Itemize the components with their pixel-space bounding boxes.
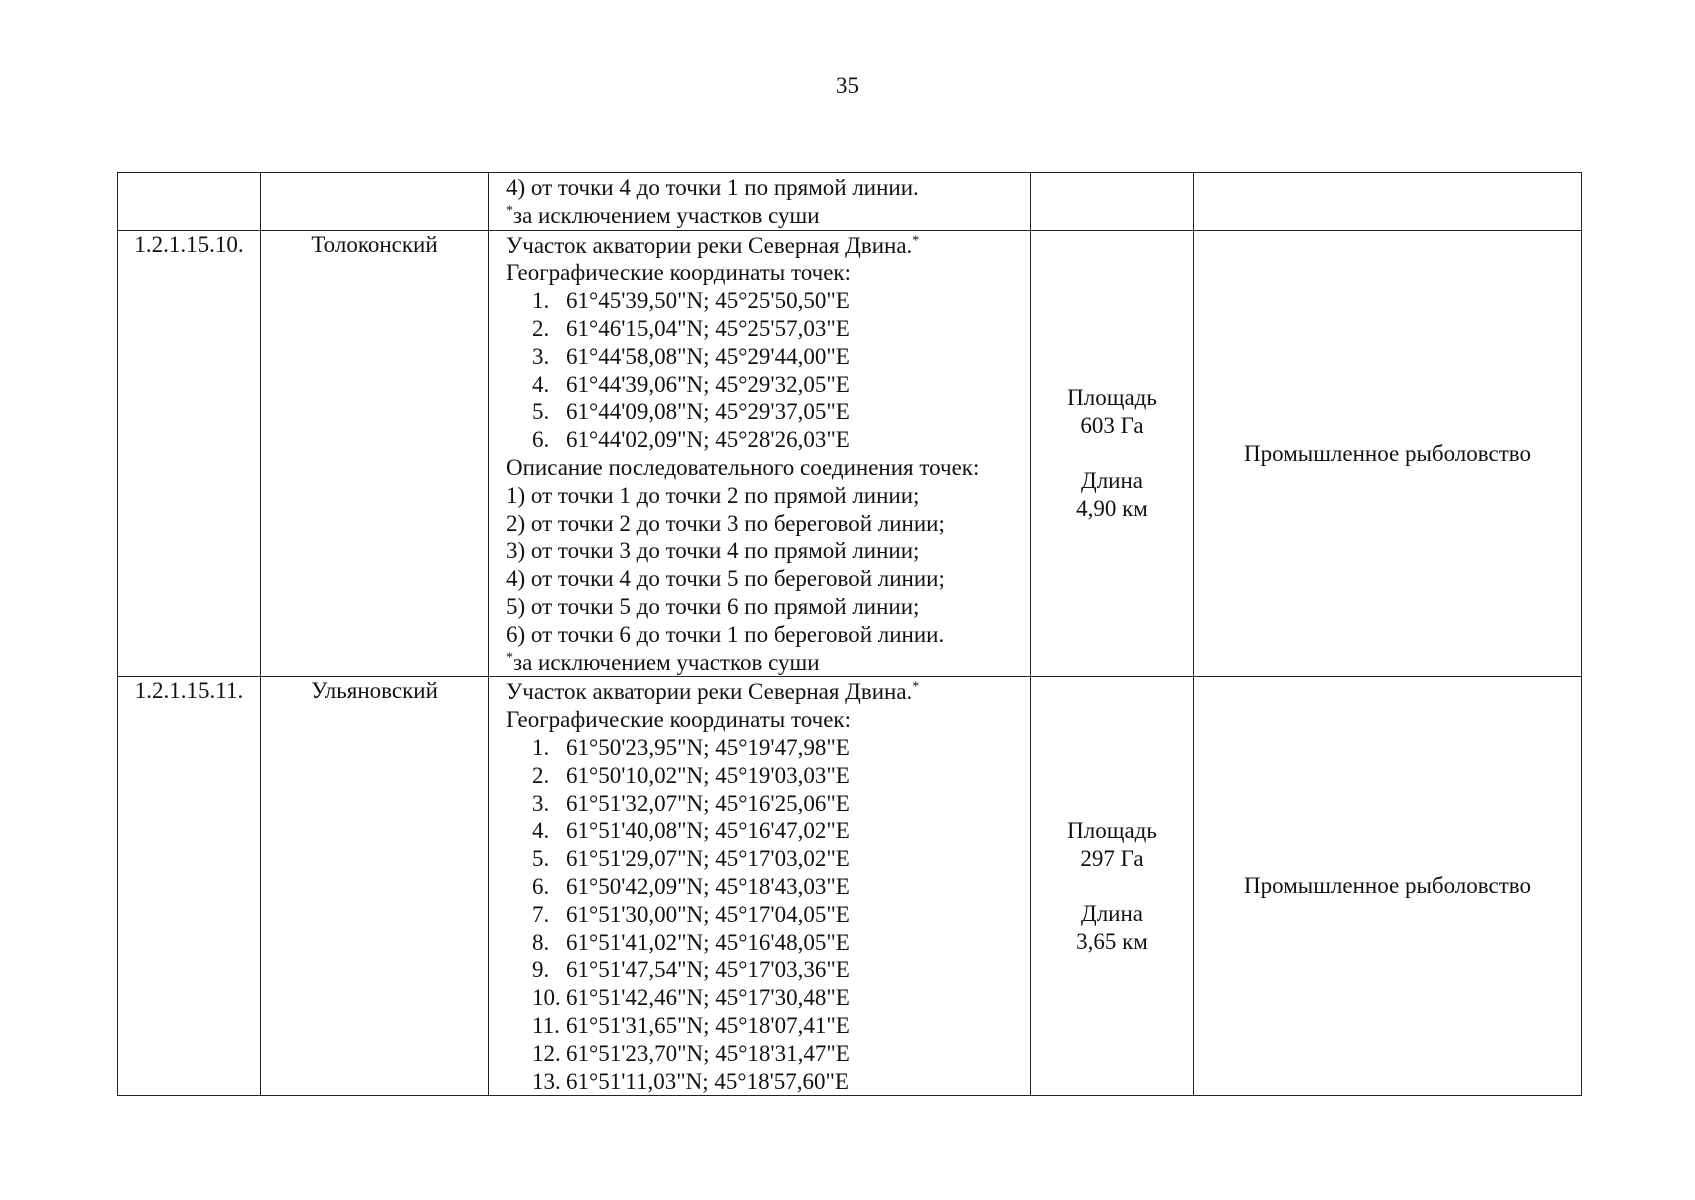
area-value: 297 Га [1080, 845, 1144, 871]
area-description [489, 677, 1031, 1096]
area-name: Ульяновский [261, 677, 489, 1096]
table-row [118, 677, 1582, 1096]
list-item: 3. 61°51'32,07"N; 45°16'25,06"E [532, 790, 850, 816]
spacer [1031, 872, 1193, 900]
list-item: 9. 61°51'47,54"N; 45°17'03,36"E [532, 957, 850, 983]
row-number: 1.2.1.15.11. [118, 677, 261, 1096]
cell-number-empty [118, 173, 261, 231]
coords-header: Географические координаты точек: [506, 707, 851, 733]
length-value: 3,65 км [1076, 929, 1148, 955]
area-metrics [1031, 230, 1194, 677]
list-item: 2. 61°50'10,02"N; 45°19'03,03"E [532, 762, 850, 788]
area-title: Участок акватории реки Северная Двина.* [506, 679, 920, 705]
list-item: 3. 61°44'58,08"N; 45°29'44,00"E [532, 343, 850, 369]
list-item: 2. 61°46'15,04"N; 45°25'57,03"E [532, 315, 850, 341]
area-title: Участок акватории реки Северная Двина.* [506, 232, 920, 258]
length-label: Длина [1081, 901, 1143, 927]
area-metrics [1031, 677, 1194, 1096]
length-value: 4,90 км [1076, 496, 1148, 522]
list-item: 1. 61°50'23,95"N; 45°19'47,98"E [532, 734, 850, 760]
area-label: Площадь [1067, 384, 1157, 410]
area-value: 603 Га [1080, 412, 1144, 438]
connection-line: 4) от точки 4 до точки 5 по береговой линии; [506, 566, 945, 592]
coords-list [506, 287, 1030, 454]
list-item: 10. 61°51'42,46"N; 45°17'30,48"E [532, 985, 850, 1011]
coords-list [506, 734, 1030, 1095]
cell-description [489, 173, 1031, 231]
area-label: Площадь [1067, 817, 1157, 843]
list-item: 12. 61°51'23,70"N; 45°18'31,47"E [532, 1040, 850, 1066]
connection-line: 6) от точки 6 до точки 1 по береговой линии. [506, 621, 945, 647]
list-item: 5. 61°51'29,07"N; 45°17'03,02"E [532, 846, 850, 872]
connections-header: Описание последовательного соединения точек: [506, 454, 980, 480]
list-item: 6. 61°50'42,09"N; 45°18'43,03"E [532, 873, 850, 899]
cell-usage-empty [1194, 173, 1582, 231]
list-item: 8. 61°51'41,02"N; 45°16'48,05"E [532, 929, 850, 955]
list-item: 4. 61°51'40,08"N; 45°16'47,02"E [532, 818, 850, 844]
length-label: Длина [1081, 468, 1143, 494]
table-row-continuation [118, 173, 1582, 231]
table-row [118, 230, 1582, 677]
cell-metric-empty [1031, 173, 1194, 231]
note-line: *за исключением участков суши [506, 649, 820, 675]
list-item: 5. 61°44'09,08"N; 45°29'37,05"E [532, 399, 850, 425]
list-item: 7. 61°51'30,00"N; 45°17'04,05"E [532, 901, 850, 927]
list-item: 11. 61°51'31,65"N; 45°18'07,41"E [532, 1012, 850, 1038]
list-item: 4. 61°44'39,06"N; 45°29'32,05"E [532, 371, 850, 397]
list-item: 13. 61°51'11,03"N; 45°18'57,60"E [532, 1068, 849, 1094]
usage-type: Промышленное рыболовство [1194, 230, 1582, 677]
cell-name-empty [261, 173, 489, 231]
usage-type: Промышленное рыболовство [1194, 677, 1582, 1096]
spacer [1031, 440, 1193, 468]
connection-line: 3) от точки 3 до точки 4 по прямой линии; [506, 538, 920, 564]
connection-line: 4) от точки 4 до точки 1 по прямой линии. [506, 175, 919, 200]
asterisk-mark: * [912, 679, 920, 695]
connection-line: 5) от точки 5 до точки 6 по прямой линии; [506, 593, 920, 619]
asterisk-mark: * [506, 203, 513, 219]
fishing-areas-table [117, 172, 1582, 1096]
coords-header: Географические координаты точек: [506, 260, 851, 286]
area-description [489, 230, 1031, 677]
row-number: 1.2.1.15.10. [118, 230, 261, 677]
note-line: *за исключением участков суши [506, 202, 820, 228]
page-number: 35 [836, 73, 859, 98]
area-name: Толоконский [261, 230, 489, 677]
list-item: 1. 61°45'39,50"N; 45°25'50,50"E [532, 288, 850, 314]
asterisk-mark: * [912, 232, 920, 248]
connection-line: 1) от точки 1 до точки 2 по прямой линии; [506, 482, 920, 508]
list-item: 6. 61°44'02,09"N; 45°28'26,03"E [532, 427, 850, 453]
asterisk-mark: * [506, 649, 513, 665]
connection-line: 2) от точки 2 до точки 3 по береговой линии; [506, 510, 945, 536]
